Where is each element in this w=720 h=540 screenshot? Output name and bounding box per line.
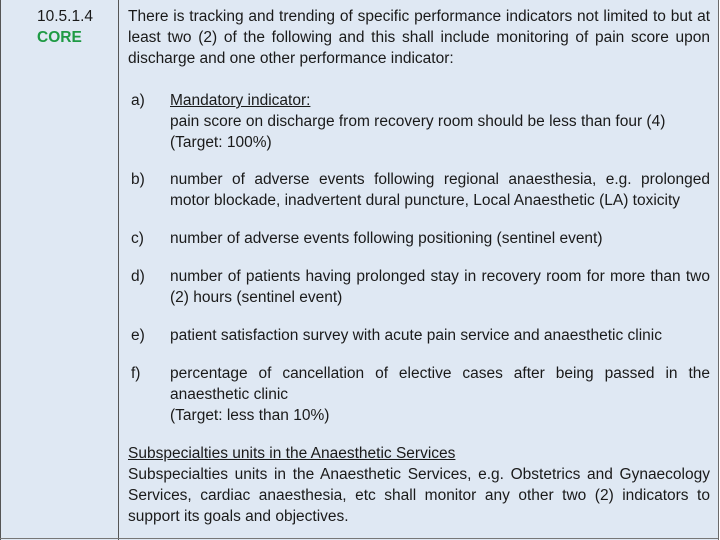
- item-text: patient satisfaction survey with acute pain service and anaesthetic clinic: [170, 327, 662, 344]
- list-item-b: [128, 169, 710, 211]
- standard-code-cell: [37, 6, 117, 48]
- list-item-d: [128, 266, 710, 308]
- intro-paragraph: There is tracking and trending of specific performance indicators not limited to but at least two (2) of the following and this shall include monitoring of pain score upon discharge and one other performance indicator:: [128, 8, 710, 67]
- list-item-a: [128, 90, 710, 153]
- core-label: CORE: [37, 29, 82, 46]
- item-marker: a): [131, 92, 145, 109]
- item-text: number of patients having prolonged stay in recovery room for more than two (2) hours (sentinel event): [170, 268, 710, 306]
- list-item-c: [128, 228, 710, 249]
- standard-number: 10.5.1.4: [37, 8, 94, 25]
- item-text: number of adverse events following positioning (sentinel event): [170, 230, 603, 247]
- item-text: number of adverse events following regional anaesthesia, e.g. prolonged motor blockade, inadvertent dural puncture, Local Anaesthetic (LA) toxicity: [170, 171, 710, 209]
- item-marker: e): [131, 327, 145, 344]
- item-marker: c): [131, 230, 144, 247]
- item-target: (Target: less than 10%): [170, 407, 330, 424]
- subspecialties-paragraph: Subspecialties units in the Anaesthetic Services, e.g. Obstetrics and Gynaecology Services, cardiac anaesthesia, etc shall monitor any other two (2) indicators to support its goals and objectives.: [128, 466, 710, 525]
- mandatory-indicator-heading: Mandatory indicator:: [170, 92, 311, 109]
- table-border-right: [718, 0, 719, 540]
- item-marker: b): [131, 171, 145, 188]
- item-text: pain score on discharge from recovery room should be less than four (4): [170, 113, 666, 130]
- standard-description-cell: [128, 6, 710, 527]
- item-marker: d): [131, 268, 145, 285]
- item-target: (Target: 100%): [170, 134, 272, 151]
- list-item-e: [128, 325, 710, 346]
- subspecialties-heading: Subspecialties units in the Anaesthetic Services: [128, 445, 456, 462]
- item-marker: f): [131, 365, 141, 382]
- list-item-f: [128, 363, 710, 426]
- table-border-bottom: [0, 538, 718, 539]
- item-text: percentage of cancellation of elective cases after being passed in the anaesthetic clinic: [170, 365, 710, 403]
- table-border-left: [0, 0, 1, 540]
- column-divider: [118, 0, 119, 540]
